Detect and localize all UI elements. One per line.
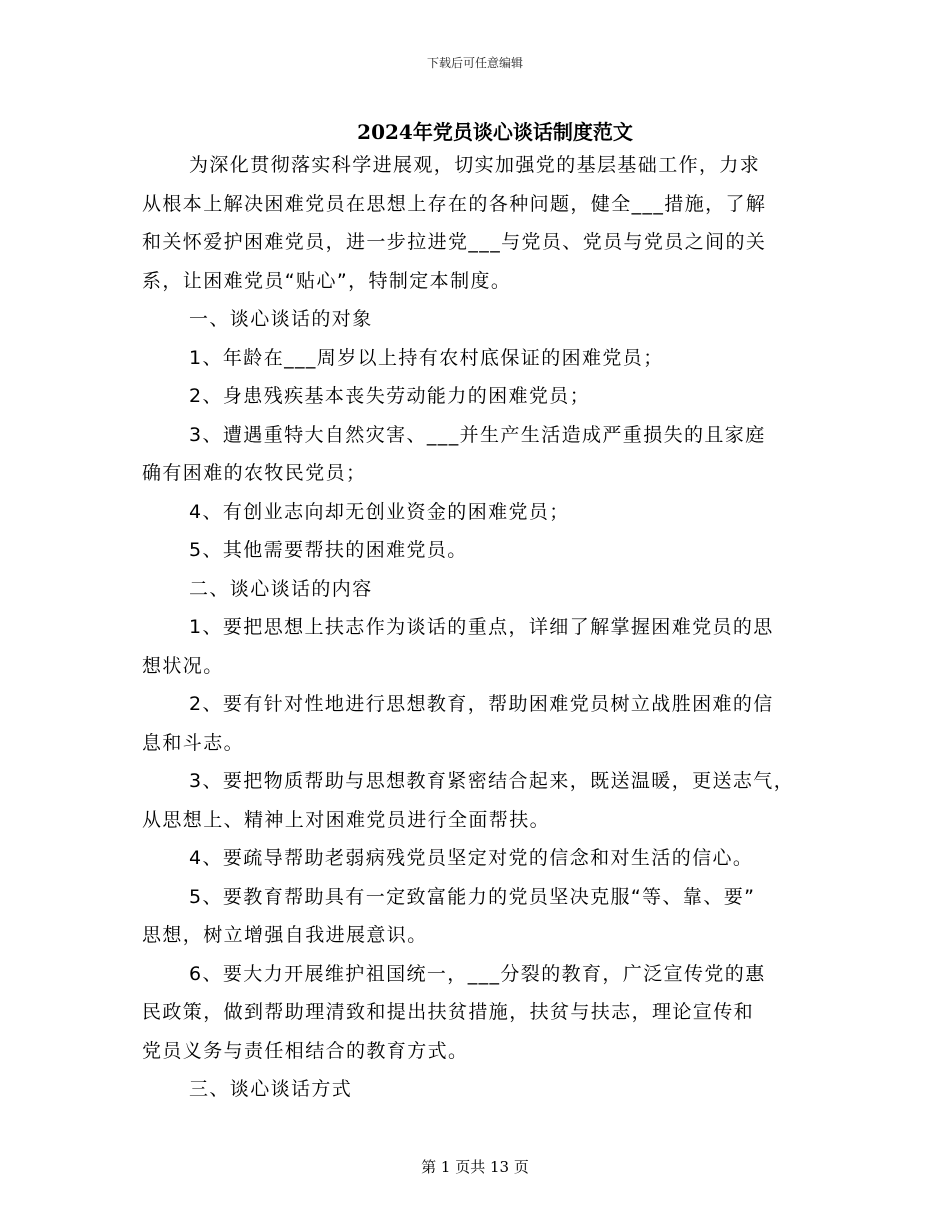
paragraph-line: 二、谈心谈话的内容 — [189, 577, 373, 600]
paragraph-line: 3、要把物质帮助与思想教育紧密结合起来，既送温暖，更送志气， — [189, 770, 795, 792]
paragraph-line: 一、谈心谈话的对象 — [189, 308, 373, 330]
paragraph-line: 系，让困难党员“贴心”，特制定本制度。 — [142, 269, 512, 292]
document-body — [142, 146, 822, 1109]
paragraph-line: 思想，树立增强自我进展意识。 — [142, 924, 428, 946]
paragraph-line: 和关怀爱护困难党员，进一步拉进党___与党员、党员与党员之间的关 — [142, 231, 767, 253]
paragraph-line: 确有困难的农牧民党员； — [142, 462, 367, 484]
paragraph-line: 5、其他需要帮扶的困难党员。 — [189, 539, 468, 561]
paragraph-line: 民政策，做到帮助理清致和提出扶贫措施，扶贫与扶志，理论宣传和 — [142, 1001, 755, 1023]
paragraph-line: 6、要大力开展维护祖国统一，___分裂的教育，广泛宣传党的惠 — [189, 962, 766, 985]
paragraph-line: 从思想上、精神上对困难党员进行全面帮扶。 — [142, 808, 551, 831]
page-footer: 第 1 页共 13 页 — [421, 1158, 529, 1176]
paragraph-line: 从根本上解决困难党员在思想上存在的各种问题，健全___措施，了解 — [142, 192, 767, 215]
document-title: 2024年党员谈心谈话制度范文 — [357, 120, 633, 144]
paragraph-line: 1、要把思想上扶志作为谈话的重点，详细了解掌握困难党员的思 — [189, 616, 774, 638]
paragraph-line: 三、谈心谈话方式 — [189, 1078, 353, 1100]
paragraph-line: 1、年龄在___周岁以上持有农村底保证的困难党员； — [189, 346, 664, 369]
paragraph-line: 想状况。 — [142, 654, 224, 677]
paragraph-line: 4、要疏导帮助老弱病残党员坚定对党的信念和对生活的信心。 — [189, 847, 754, 869]
paragraph-line: 2、要有针对性地进行思想教育，帮助困难党员树立战胜困难的信 — [189, 693, 774, 715]
paragraph-line: 4、有创业志向却无创业资金的困难党员； — [189, 500, 570, 523]
paragraph-line: 党员义务与责任相结合的教育方式。 — [142, 1039, 469, 1062]
paragraph-line: 为深化贯彻落实科学进展观，切实加强党的基层基础工作，力求 — [189, 154, 761, 176]
paragraph-line: 5、要教育帮助具有一定致富能力的党员坚决克服“等、靠、要” — [189, 885, 756, 908]
paragraph-line: 息和斗志。 — [142, 731, 245, 754]
paragraph-line: 2、身患残疾基本丧失劳动能力的困难党员； — [189, 385, 591, 407]
header-note: 下载后可任意编辑 — [426, 56, 523, 70]
paragraph-line: 3、遭遇重特大自然灾害、___并生产生活造成严重损失的且家庭 — [189, 423, 766, 446]
